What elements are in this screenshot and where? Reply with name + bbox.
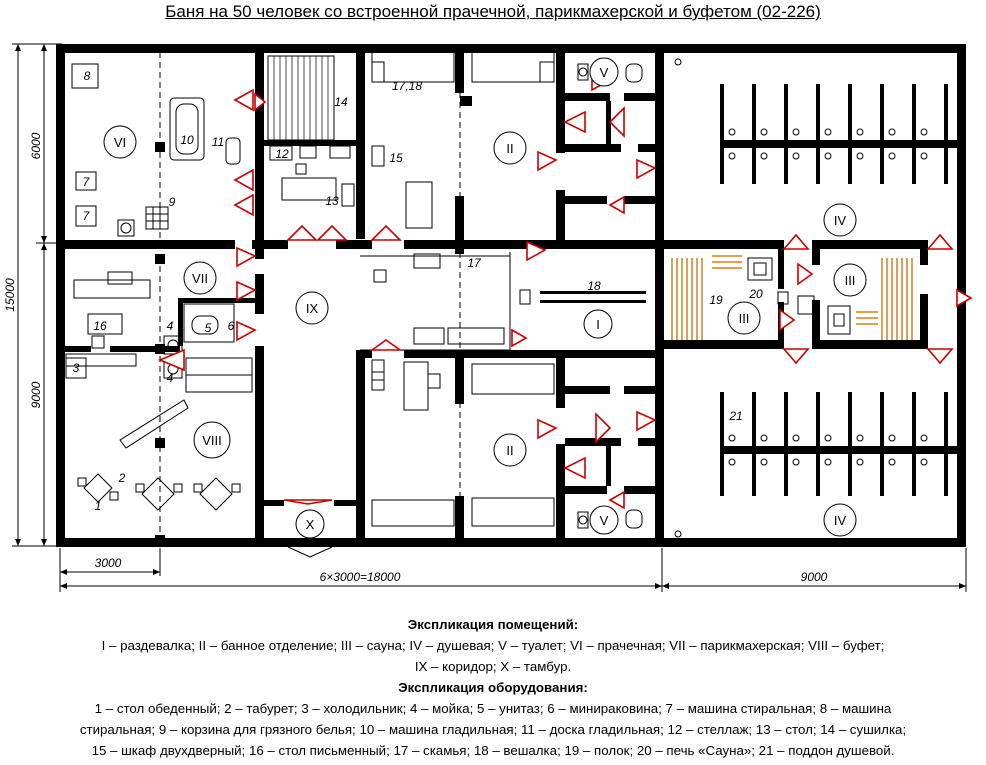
rooms-legend-line: IX – коридор; X – тамбур. — [414, 659, 572, 674]
svg-text:V: V — [599, 65, 609, 80]
svg-text:X: X — [305, 517, 315, 532]
label-eq-7a: 7 — [82, 175, 90, 189]
label-eq-9: 9 — [168, 195, 176, 209]
rooms-legend-heading: Экспликация помещений: — [407, 617, 579, 632]
dimension-lines — [12, 44, 966, 592]
svg-text:IV: IV — [833, 513, 847, 528]
label-eq-4b: 4 — [166, 371, 174, 385]
label-eq-6: 6 — [227, 319, 235, 333]
equipment-legend-line: 1 – стол обеденный; 2 – табурет; 3 – холодильник; 4 – мойка; 5 – унитаз; 6 – минираковина; 7 – машина стиральная; 8 – машина — [94, 701, 892, 716]
dim-bottom-right: 9000 — [800, 570, 828, 584]
dim-left-upper: 6000 — [29, 132, 43, 160]
label-eq-18: 18 — [587, 279, 601, 293]
room-I — [584, 310, 612, 338]
label-eq-21: 21 — [729, 409, 743, 423]
dim-bottom-left: 6×3000=18000 — [319, 570, 401, 584]
room-X — [296, 510, 324, 538]
svg-text:IV: IV — [833, 213, 847, 228]
label-eq-7b: 7 — [82, 209, 90, 223]
svg-text:III: III — [844, 273, 856, 288]
label-eq-1: 1 — [94, 499, 102, 513]
svg-text:II: II — [506, 443, 514, 458]
equipment-legend-heading: Экспликация оборудования: — [398, 680, 588, 695]
dim-left-lower: 9000 — [29, 381, 43, 409]
label-eq-17-18: 17,18 — [391, 79, 423, 93]
equipment-legend-line: стиральная; 9 – корзина для грязного белья; 10 – машина гладильная; 11 – доска гладильная; 12 – стеллаж; 13 – стол; 14 – сушилка; — [79, 722, 907, 737]
label-eq-5: 5 — [204, 321, 212, 335]
room-VI — [104, 126, 136, 158]
label-eq-14: 14 — [334, 95, 348, 109]
label-eq-20: 20 — [749, 287, 763, 301]
label-eq-10: 10 — [180, 133, 194, 147]
room-V-lower — [590, 506, 618, 534]
equipment-legend-line: 15 – шкаф двухдверный; 16 – стол письменный; 17 – скамья; 18 – вешалка; 19 – полок; 20 – печь «Сауна»; 21 – поддон душевой. — [91, 743, 895, 758]
room-VIII — [194, 422, 230, 458]
label-eq-12: 12 — [275, 147, 289, 161]
plan-title: Баня на 50 человек со встроенной прачечной, парикмахерской и буфетом (02-226) — [165, 2, 821, 21]
walls — [56, 44, 966, 547]
drying-rack — [274, 56, 328, 140]
room-II-upper — [494, 132, 526, 164]
label-eq-19: 19 — [709, 293, 723, 307]
label-eq-4a: 4 — [166, 319, 174, 333]
label-eq-16: 16 — [93, 319, 107, 333]
room-V-upper — [590, 58, 618, 86]
svg-text:VIII: VIII — [202, 433, 222, 448]
room-IX — [296, 292, 328, 324]
label-eq-13: 13 — [325, 194, 339, 208]
svg-text:VI: VI — [113, 135, 127, 150]
label-eq-11: 11 — [211, 135, 225, 149]
dim-bottom-module: 3000 — [94, 556, 122, 570]
svg-text:VII: VII — [192, 271, 208, 286]
svg-text:IX: IX — [305, 301, 319, 316]
label-eq-15: 15 — [389, 151, 403, 165]
sauna-benches — [672, 256, 912, 340]
room-III-right — [834, 264, 866, 296]
room-IV-lower — [824, 504, 856, 536]
room-VII — [184, 262, 216, 294]
room-IV-upper — [824, 204, 856, 236]
label-eq-8: 8 — [83, 69, 91, 83]
svg-text:II: II — [506, 141, 514, 156]
room-II-lower — [494, 434, 526, 466]
dim-left-total: 15000 — [3, 278, 17, 312]
legend — [0, 614, 986, 761]
dimension-arrows — [15, 44, 966, 589]
rooms-legend-line: I – раздевалка; II – банное отделение; III – сауна; IV – душевая; V – туалет; VI – прачечная; VII – парикмахерская; VIII – буфет; — [101, 638, 885, 653]
svg-text:I: I — [596, 317, 600, 332]
room-III-left — [728, 302, 760, 334]
svg-text:III: III — [738, 311, 750, 326]
label-eq-3: 3 — [72, 361, 80, 375]
fixtures — [66, 52, 850, 540]
label-eq-17: 17 — [467, 256, 481, 270]
label-eq-2: 2 — [118, 471, 126, 485]
svg-text:V: V — [599, 513, 609, 528]
exit-arrow — [288, 547, 332, 557]
